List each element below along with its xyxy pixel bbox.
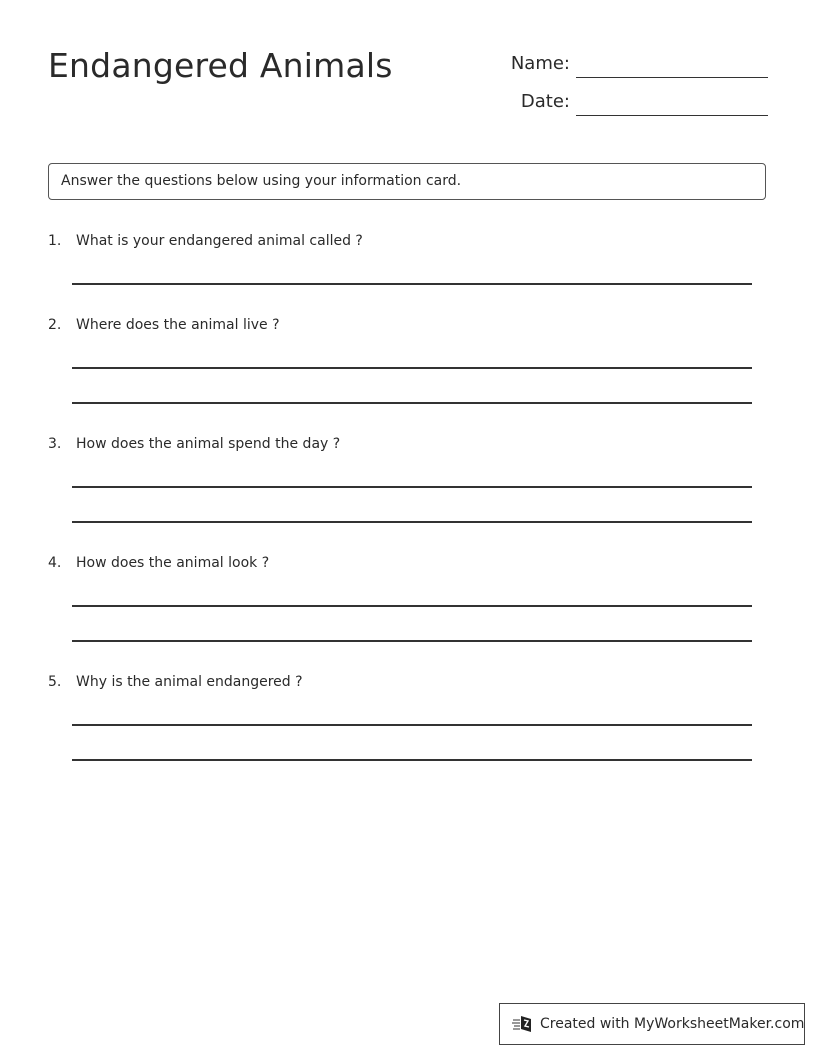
footer-badge[interactable] xyxy=(499,1003,805,1045)
question-text: What is your endangered animal called ? xyxy=(76,233,363,249)
name-field[interactable] xyxy=(480,48,768,78)
date-line[interactable] xyxy=(576,115,768,116)
worksheet-maker-logo-icon xyxy=(512,1014,534,1034)
answer-line[interactable] xyxy=(72,605,752,607)
answer-line[interactable] xyxy=(72,640,752,642)
answer-line[interactable] xyxy=(72,486,752,488)
instruction-box xyxy=(48,163,766,200)
question-text: How does the animal spend the day ? xyxy=(76,436,341,452)
answer-line[interactable] xyxy=(72,367,752,369)
question-number: 5. xyxy=(48,674,62,690)
question-text: Where does the animal live ? xyxy=(76,317,280,333)
answer-line[interactable] xyxy=(72,402,752,404)
answer-line[interactable] xyxy=(72,724,752,726)
question-number: 4. xyxy=(48,555,62,571)
footer-text[interactable]: Created with MyWorksheetMaker.com xyxy=(540,1016,805,1032)
name-label: Name: xyxy=(510,53,570,74)
date-field[interactable] xyxy=(480,86,768,116)
name-line[interactable] xyxy=(576,77,768,78)
question-text: How does the animal look ? xyxy=(76,555,270,571)
worksheet-title: Endangered Animals xyxy=(48,46,393,85)
question-number: 2. xyxy=(48,317,62,333)
instruction-text: Answer the questions below using your information card. xyxy=(61,173,462,189)
question-number: 3. xyxy=(48,436,62,452)
answer-line[interactable] xyxy=(72,759,752,761)
question-number: 1. xyxy=(48,233,62,249)
date-label: Date: xyxy=(520,91,570,112)
answer-line[interactable] xyxy=(72,283,752,285)
question-text: Why is the animal endangered ? xyxy=(76,674,303,690)
answer-line[interactable] xyxy=(72,521,752,523)
